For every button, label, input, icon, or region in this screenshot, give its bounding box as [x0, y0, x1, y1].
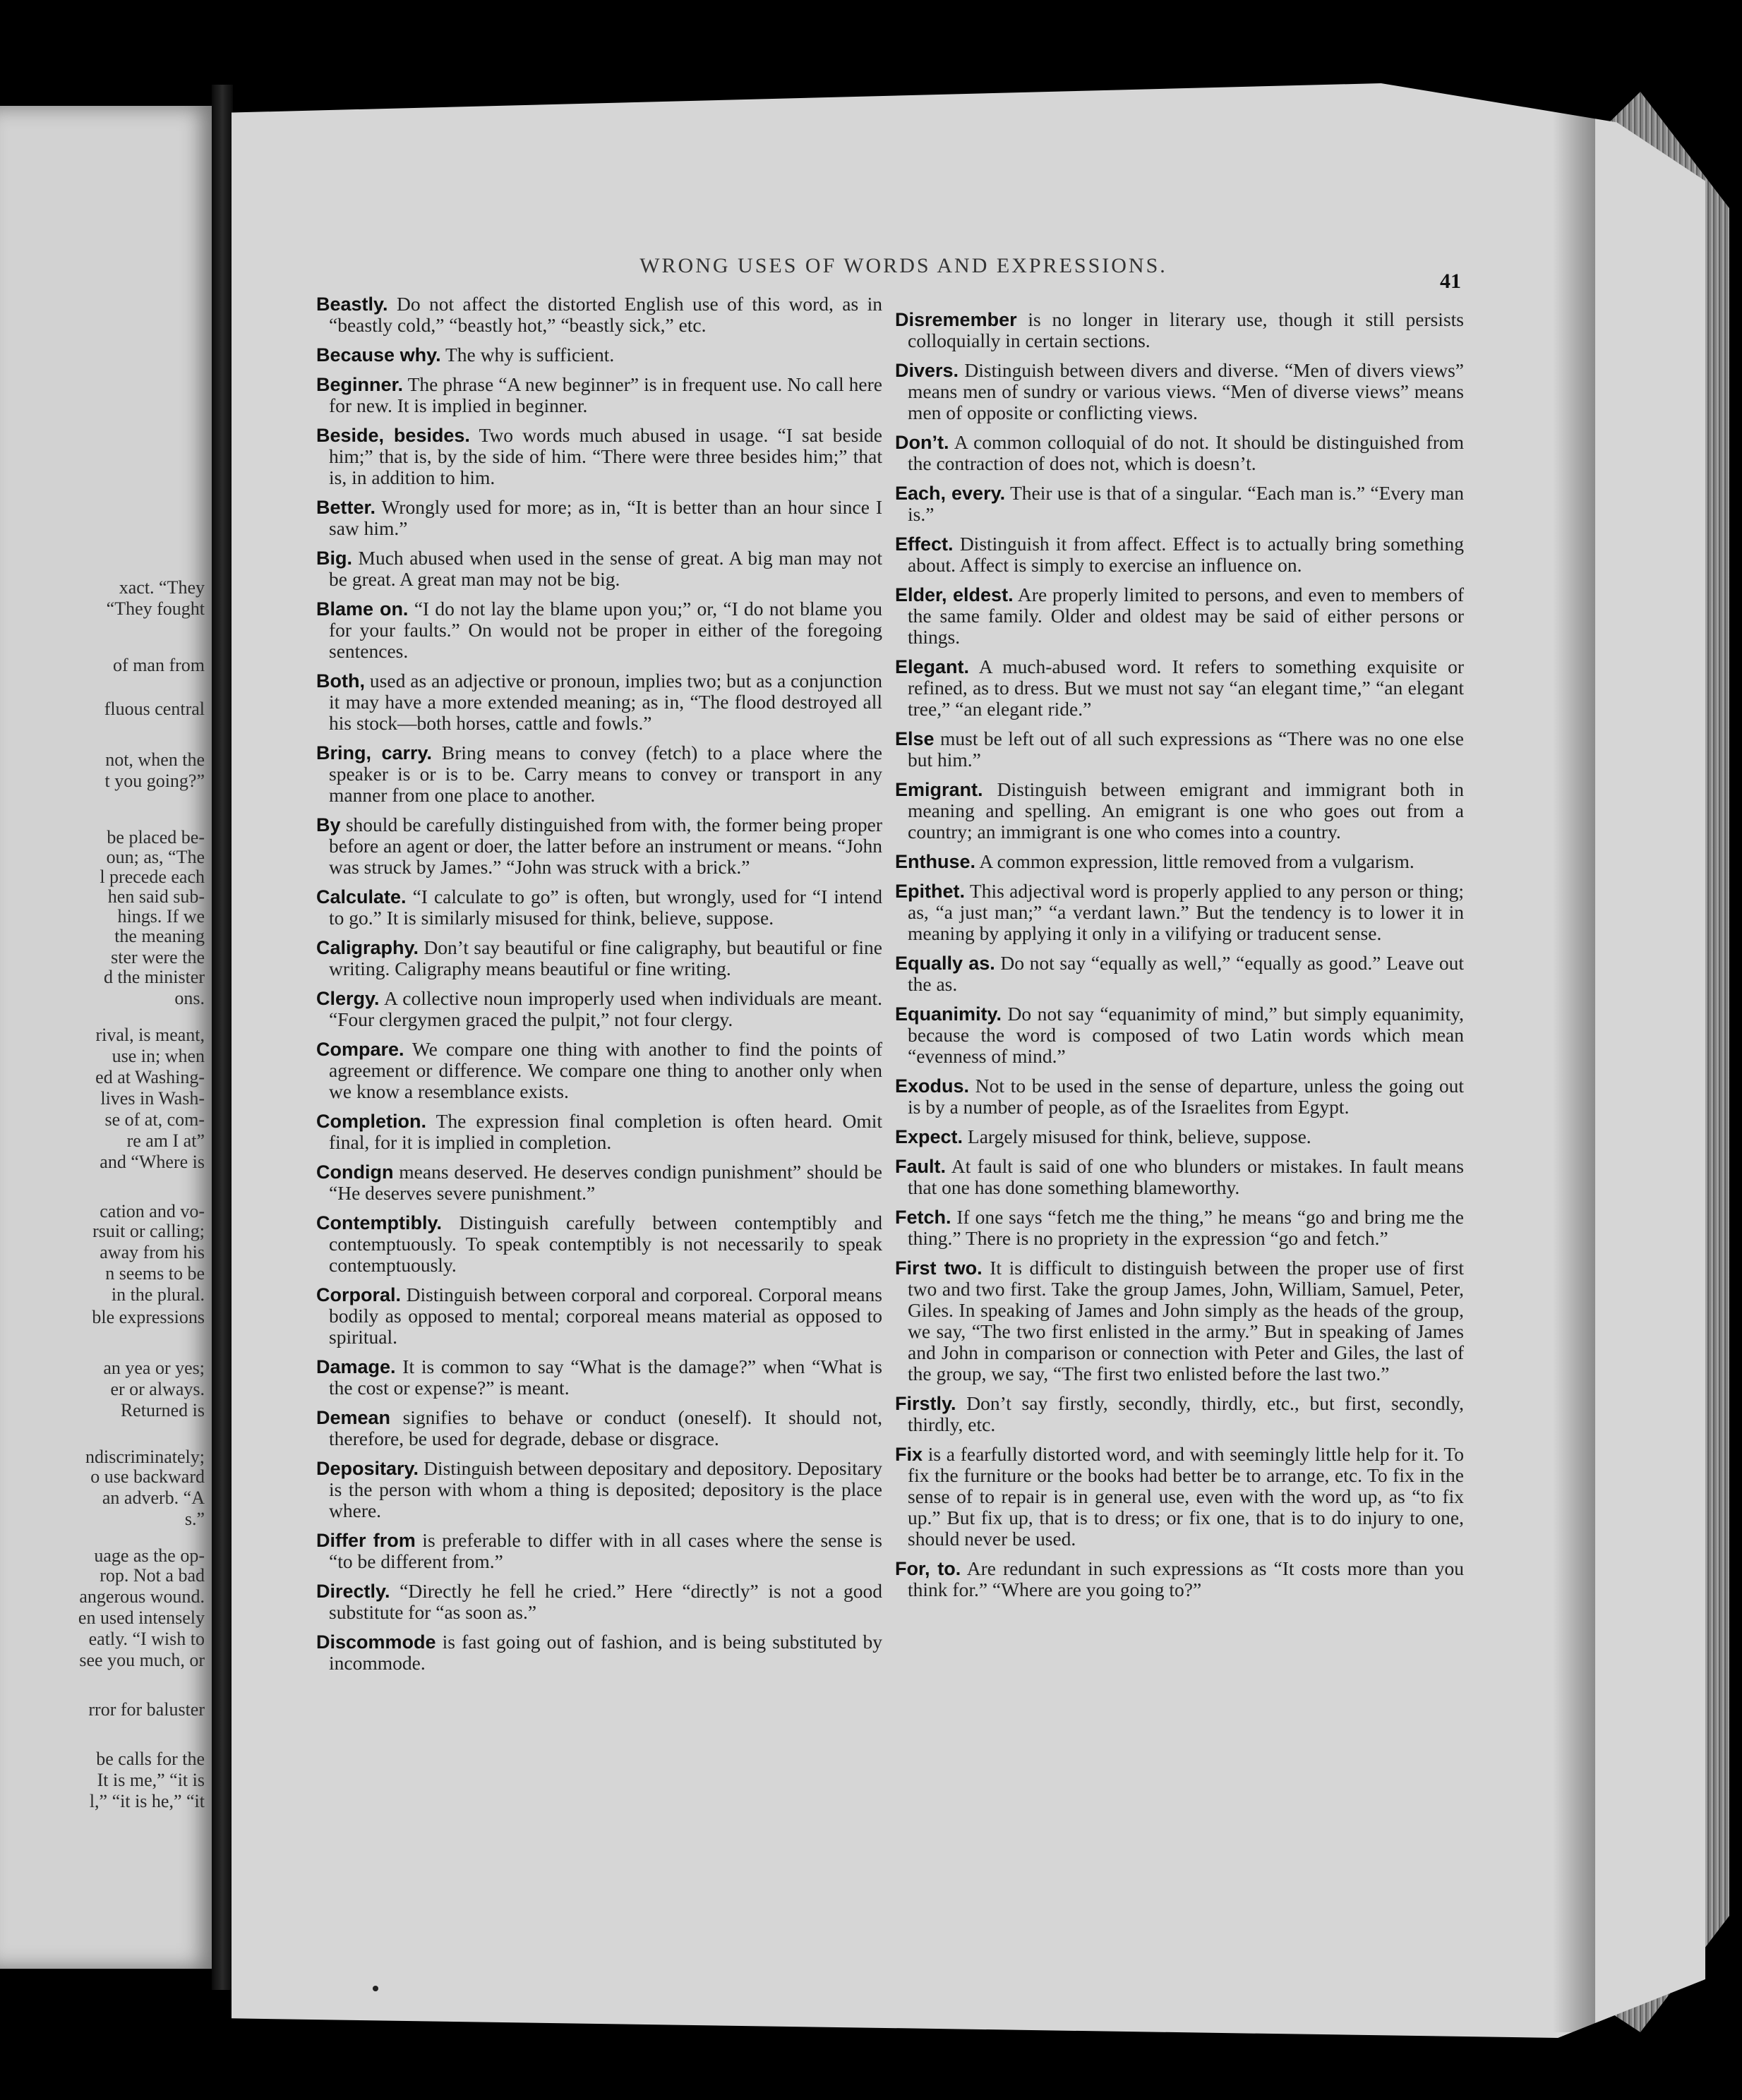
entry-definition: should be carefully distinguished from with, the former being proper before an agent or doer, the latter before an instrument or means. “John was struck by James.” “John was struck with a brick.” [329, 814, 882, 878]
entry-definition: Are properly limited to persons, and even to members of the same family. Older and oldest may be said of either persons or things. [908, 584, 1465, 648]
entry-definition: Not to be used in the sense of departure, unless the going out is by a number of people, as of the Israelites from Egypt. [908, 1075, 1464, 1118]
dictionary-entry [316, 742, 882, 806]
entry-definition: “Directly he fell he cried.” Here “directly” is not a good substitute for “as soon as.” [329, 1580, 882, 1623]
facing-page-line: see you much, or [79, 1650, 205, 1670]
dictionary-entry [316, 425, 882, 488]
entry-term: Discommode [316, 1631, 436, 1653]
entry-term: Divers. [895, 360, 959, 381]
dictionary-entry [316, 344, 882, 366]
facing-page-line: oun; as, “The [106, 847, 205, 867]
facing-page-line: an adverb. “A [102, 1488, 205, 1508]
ink-speck [373, 1986, 378, 1991]
entry-definition: This adjectival word is properly applied to any person or thing; as, “a just man;” “a verdant lawn.” But the tendency is to lower it in meaning by applying it only in a vilifying or traducent sense. [908, 880, 1464, 944]
dictionary-entry [316, 374, 882, 416]
entry-term: Beastly. [316, 294, 388, 315]
entry-term: Disremember [895, 309, 1017, 330]
facing-page-line: rival, is meant, [95, 1025, 205, 1045]
facing-page-line: lives in Wash- [100, 1088, 205, 1109]
right-column [895, 309, 1464, 1609]
dictionary-entry [895, 656, 1464, 720]
dictionary-entry [316, 1039, 882, 1102]
facing-page-line: and “Where is [100, 1152, 205, 1172]
entry-definition: Are redundant in such expressions as “It costs more than you think for.” “Where are you going to?” [908, 1557, 1464, 1600]
dictionary-entry [316, 988, 882, 1030]
entry-definition: Distinguish between emigrant and immigrant both in meaning and spelling. An emigrant is one who goes out from a country; an immigrant is one who comes into a country. [908, 778, 1464, 843]
entry-term: Beside, besides. [316, 425, 470, 446]
entry-definition: A common expression, little removed from a vulgarism. [975, 850, 1414, 872]
facing-page-line: d the minister [104, 967, 205, 987]
entry-term: Else [895, 728, 935, 749]
facing-page-line: rror for baluster [88, 1699, 205, 1720]
entry-term: Clergy. [316, 988, 380, 1009]
dictionary-entry [895, 953, 1464, 995]
facing-page-line: s.” [184, 1509, 205, 1529]
entry-term: Firstly. [895, 1393, 956, 1414]
dictionary-entry [895, 851, 1464, 872]
facing-page-line: not, when the [105, 749, 205, 770]
dictionary-entry [895, 584, 1464, 648]
facing-page-line: Returned is [120, 1400, 205, 1420]
entry-term: Because why. [316, 344, 441, 366]
entry-term: Fetch. [895, 1207, 951, 1228]
dictionary-entry [895, 483, 1464, 525]
dictionary-entry [316, 548, 882, 590]
entry-definition: The expression final completion is often heard. Omit final, for it is implied in completion. [329, 1110, 882, 1153]
entry-term: Equally as. [895, 953, 995, 974]
facing-page-line: be placed be- [107, 827, 205, 847]
facing-page-line: eatly. “I wish to [88, 1629, 205, 1649]
facing-page-line: en used intensely [78, 1607, 205, 1628]
dictionary-entry [895, 360, 1464, 423]
facing-page-line: o use backward [90, 1466, 205, 1487]
dictionary-entry [316, 937, 882, 979]
facing-page-line: hings. If we [117, 906, 205, 927]
entry-term: Contemptibly. [316, 1212, 442, 1233]
entry-definition: “I do not lay the blame upon you;” or, “I do not blame you for your faults.” On would not be proper in either of the foregoing sentences. [329, 598, 882, 662]
entry-term: Don’t. [895, 432, 949, 453]
entry-term: Expect. [895, 1126, 963, 1147]
dictionary-entry [895, 728, 1464, 771]
entry-term: Directly. [316, 1581, 390, 1602]
entry-term: Corporal. [316, 1284, 402, 1305]
entry-definition: Distinguish between corporal and corporeal. Corporal means bodily as opposed to mental; corporeal means material as opposed to spiritual. [329, 1284, 882, 1348]
entry-definition: Two words much abused in usage. “I sat beside him;” that is, by the side of him. “There were three besides him;” that is, in addition to him. [329, 424, 882, 488]
entry-definition: Distinguish between divers and diverse. “Men of divers views” means men of sundry or various views. “Men of diverse views” means men of opposite or conflicting views. [908, 359, 1464, 423]
entry-term: Elegant. [895, 656, 970, 677]
entry-term: Fix [895, 1444, 923, 1465]
entry-term: For, to. [895, 1558, 961, 1579]
page-number: 41 [1440, 270, 1461, 293]
entry-term: Caligraphy. [316, 937, 419, 958]
entry-definition: used as an adjective or pronoun, implies two; but as a conjunction it may have a more extended meaning; as in, “The flood destroyed all his stock—both horses, cattle and fowls.” [329, 670, 882, 734]
entry-definition: “I calculate to go” is often, but wrongly, used for “I intend to go.” It is similarly misused for think, believe, suppose. [329, 886, 882, 929]
dictionary-entry [895, 309, 1464, 351]
dictionary-entry [316, 1458, 882, 1521]
facing-page-line: re am I at” [126, 1130, 205, 1151]
entry-definition: A common colloquial of do not. It should be distinguished from the contraction of does not, which is doesn’t. [908, 431, 1464, 474]
dictionary-entry [316, 1212, 882, 1276]
entry-definition: The phrase “A new beginner” is in frequent use. No call here for new. It is implied in beginner. [329, 373, 882, 416]
entry-term: Both, [316, 670, 365, 692]
running-head: WRONG USES OF WORDS AND EXPRESSIONS. [639, 254, 1167, 277]
entry-term: Demean [316, 1407, 391, 1428]
entry-definition: A collective noun improperly used when individuals are meant. “Four clergymen graced the pulpit,” not four clergy. [329, 987, 882, 1030]
entry-term: Emigrant. [895, 779, 983, 800]
facing-page-line: fluous central [104, 699, 205, 719]
entry-definition: means deserved. He deserves condign punishment” should be “He deserves severe punishment.” [329, 1161, 882, 1204]
dictionary-entry [895, 1393, 1464, 1435]
entry-definition: is a fearfully distorted word, and with seemingly little help for it. To fix the furniture or the books had better be to arrange, etc. To fix in the sense of to repair is in general use, even with the word up, as “to fix up.” But fix up, that is to dress; or fix one, that is to do injury to one, should never be used. [908, 1443, 1464, 1550]
entry-definition: Bring means to convey (fetch) to a place where the speaker is or is to be. Carry means to convey or transport in any manner from one place to another. [329, 742, 882, 806]
entry-definition: Distinguish between depositary and depository. Depositary is the person with whom a thing is deposited; depository is the place where. [329, 1457, 882, 1521]
facing-page-line: “They fought [106, 598, 205, 619]
entry-term: Effect. [895, 533, 954, 555]
entry-term: Each, every. [895, 483, 1006, 504]
entry-definition: Don’t say firstly, secondly, thirdly, etc., but first, secondly, thirdly, etc. [908, 1392, 1464, 1435]
facing-page-line: er or always. [110, 1379, 205, 1399]
facing-page-line: se of at, com- [104, 1109, 205, 1130]
entry-definition: Distinguish carefully between contemptibly and contemptuously. To speak contemptibly is not necessarily to speak contemptuously. [329, 1212, 882, 1276]
entry-term: Differ from [316, 1530, 416, 1551]
entry-definition: is no longer in literary use, though it still persists colloquially in certain sections. [908, 308, 1464, 351]
entry-term: Big. [316, 548, 352, 569]
dictionary-entry [316, 1581, 882, 1623]
dictionary-entry [316, 294, 882, 336]
entry-definition: Do not say “equally as well,” “equally as good.” Leave out the as. [908, 952, 1464, 995]
facing-page-line: cation and vo- [100, 1201, 205, 1221]
dictionary-entry [316, 1631, 882, 1674]
facing-page-line: in the plural. [111, 1284, 205, 1305]
dictionary-entry [895, 779, 1464, 843]
dictionary-entry [316, 886, 882, 929]
entry-definition: Do not say “equanimity of mind,” but simply equanimity, because the word is composed of two Latin words which mean “evenness of mind.” [908, 1003, 1464, 1067]
entry-definition: It is difficult to distinguish between the proper use of first two and two first. Take the group James, John, William, Samuel, Peter, Giles. In speaking of James and John simply as the heads of the group, we say, “The two first enlisted in the army.” But in speaking of James and John in comparison or connection with Peter and Giles, the last of the group, we say, “The first two enlisted before the last two.” [908, 1257, 1464, 1384]
entry-definition: A much-abused word. It refers to something exquisite or refined, as to dress. But we must not say “an elegant time,” “an elegant tree,” “an elegant ride.” [908, 656, 1464, 720]
dictionary-entry [895, 1075, 1464, 1118]
facing-page-line: hen said sub- [107, 886, 205, 907]
facing-page-line: the meaning [114, 926, 205, 946]
dictionary-entry [316, 1284, 882, 1348]
dictionary-entry [895, 881, 1464, 944]
facing-page-line: ble expressions [92, 1307, 205, 1327]
entry-term: Compare. [316, 1039, 404, 1060]
facing-page-line: l,” “it is he,” “it [89, 1791, 205, 1811]
entry-definition: is preferable to differ with in all cases where the sense is “to be different from.” [329, 1529, 882, 1572]
dictionary-entry [895, 533, 1464, 576]
dictionary-entry [895, 432, 1464, 474]
dictionary-entry [316, 497, 882, 539]
entry-term: By [316, 814, 341, 835]
book-gutter [212, 85, 233, 1990]
dictionary-entry [895, 1558, 1464, 1600]
facing-page-line: uage as the op- [94, 1545, 205, 1566]
entry-term: Equanimity. [895, 1003, 1002, 1025]
entry-definition: Wrongly used for more; as in, “It is better than an hour since I saw him.” [329, 496, 882, 539]
entry-definition: Do not affect the distorted English use of this word, as in “beastly cold,” “beastly hot,” “beastly sick,” etc. [329, 293, 882, 336]
facing-page-line: ed at Washing- [95, 1067, 205, 1087]
entry-term: Fault. [895, 1156, 946, 1177]
entry-definition: Much abused when used in the sense of great. A big man may not be great. A great man may not be big. [329, 547, 882, 590]
facing-page-line: an yea or yes; [103, 1358, 205, 1378]
facing-page-line: of man from [113, 655, 205, 675]
facing-page-line: xact. “They [119, 577, 205, 598]
entry-term: Enthuse. [895, 851, 976, 872]
facing-page-line: use in; when [112, 1046, 205, 1066]
entry-definition: Distinguish it from affect. Effect is to actually bring something about. Affect is simply to exercise an influence on. [908, 533, 1464, 576]
entry-definition: At fault is said of one who blunders or mistakes. In fault means that one has done something blameworthy. [908, 1155, 1464, 1198]
entry-term: Blame on. [316, 598, 409, 620]
facing-page-line: rop. Not a bad [100, 1565, 205, 1586]
left-column [316, 294, 882, 1682]
facing-page-left [0, 106, 217, 1969]
facing-page-line: rsuit or calling; [92, 1221, 205, 1241]
dictionary-entry [316, 670, 882, 734]
entry-definition: If one says “fetch me the thing,” he means “go and bring me the thing.” There is no propriety in the expression “go and fetch.” [908, 1206, 1464, 1249]
facing-page-line: l precede each [100, 867, 205, 887]
facing-page-line: away from his [100, 1242, 205, 1262]
facing-page-line: t you going?” [104, 771, 205, 791]
page-shadow [1553, 85, 1595, 2032]
facing-page-line: n seems to be [105, 1263, 205, 1284]
dictionary-entry [895, 1207, 1464, 1249]
dictionary-entry [316, 1407, 882, 1449]
entry-definition: We compare one thing with another to find the points of agreement or difference. We compare one thing to another only when we know a resemblance exists. [329, 1038, 882, 1102]
dictionary-entry [895, 1126, 1464, 1147]
dictionary-entry [316, 1530, 882, 1572]
entry-term: Beginner. [316, 374, 404, 395]
entry-term: Depositary. [316, 1458, 419, 1479]
dictionary-entry [316, 1161, 882, 1204]
dictionary-entry [895, 1156, 1464, 1198]
dictionary-entry [895, 1257, 1464, 1384]
entry-term: Condign [316, 1161, 394, 1183]
dictionary-entry [316, 598, 882, 662]
facing-page-line: ons. [174, 988, 205, 1008]
dictionary-entry [316, 1111, 882, 1153]
entry-term: Epithet. [895, 881, 965, 902]
entry-term: Completion. [316, 1111, 426, 1132]
dictionary-entry [316, 814, 882, 878]
entry-definition: Their use is that of a singular. “Each man is.” “Every man is.” [908, 482, 1465, 525]
facing-page-line: ster were the [111, 947, 205, 967]
facing-page-line: It is me,” “it is [97, 1770, 205, 1790]
entry-term: Calculate. [316, 886, 407, 907]
entry-definition: Don’t say beautiful or fine caligraphy, but beautiful or fine writing. Caligraphy means beautiful or fine writing. [329, 936, 882, 979]
entry-term: Damage. [316, 1356, 396, 1377]
facing-page-line: be calls for the [96, 1749, 205, 1769]
entry-term: Elder, eldest. [895, 584, 1014, 605]
entry-term: First two. [895, 1257, 983, 1279]
dictionary-entry [895, 1003, 1464, 1067]
entry-definition: It is common to say “What is the damage?” when “What is the cost or expense?” is meant. [329, 1356, 882, 1399]
dictionary-entry [895, 1444, 1464, 1550]
entry-term: Bring, carry. [316, 742, 433, 764]
entry-definition: is fast going out of fashion, and is being substituted by incommode. [329, 1631, 882, 1674]
entry-term: Better. [316, 497, 376, 518]
facing-page-line: ndiscriminately; [85, 1447, 205, 1467]
dictionary-entry [316, 1356, 882, 1399]
entry-definition: signifies to behave or conduct (oneself). It should not, therefore, be used for degrade, debase or disgrace. [329, 1406, 882, 1449]
entry-definition: Largely misused for think, believe, suppose. [963, 1126, 1311, 1147]
entry-term: Exodus. [895, 1075, 970, 1097]
entry-definition: The why is sufficient. [440, 344, 615, 366]
facing-page-line: angerous wound. [79, 1586, 205, 1607]
entry-definition: must be left out of all such expressions as “There was no one else but him.” [908, 728, 1464, 771]
